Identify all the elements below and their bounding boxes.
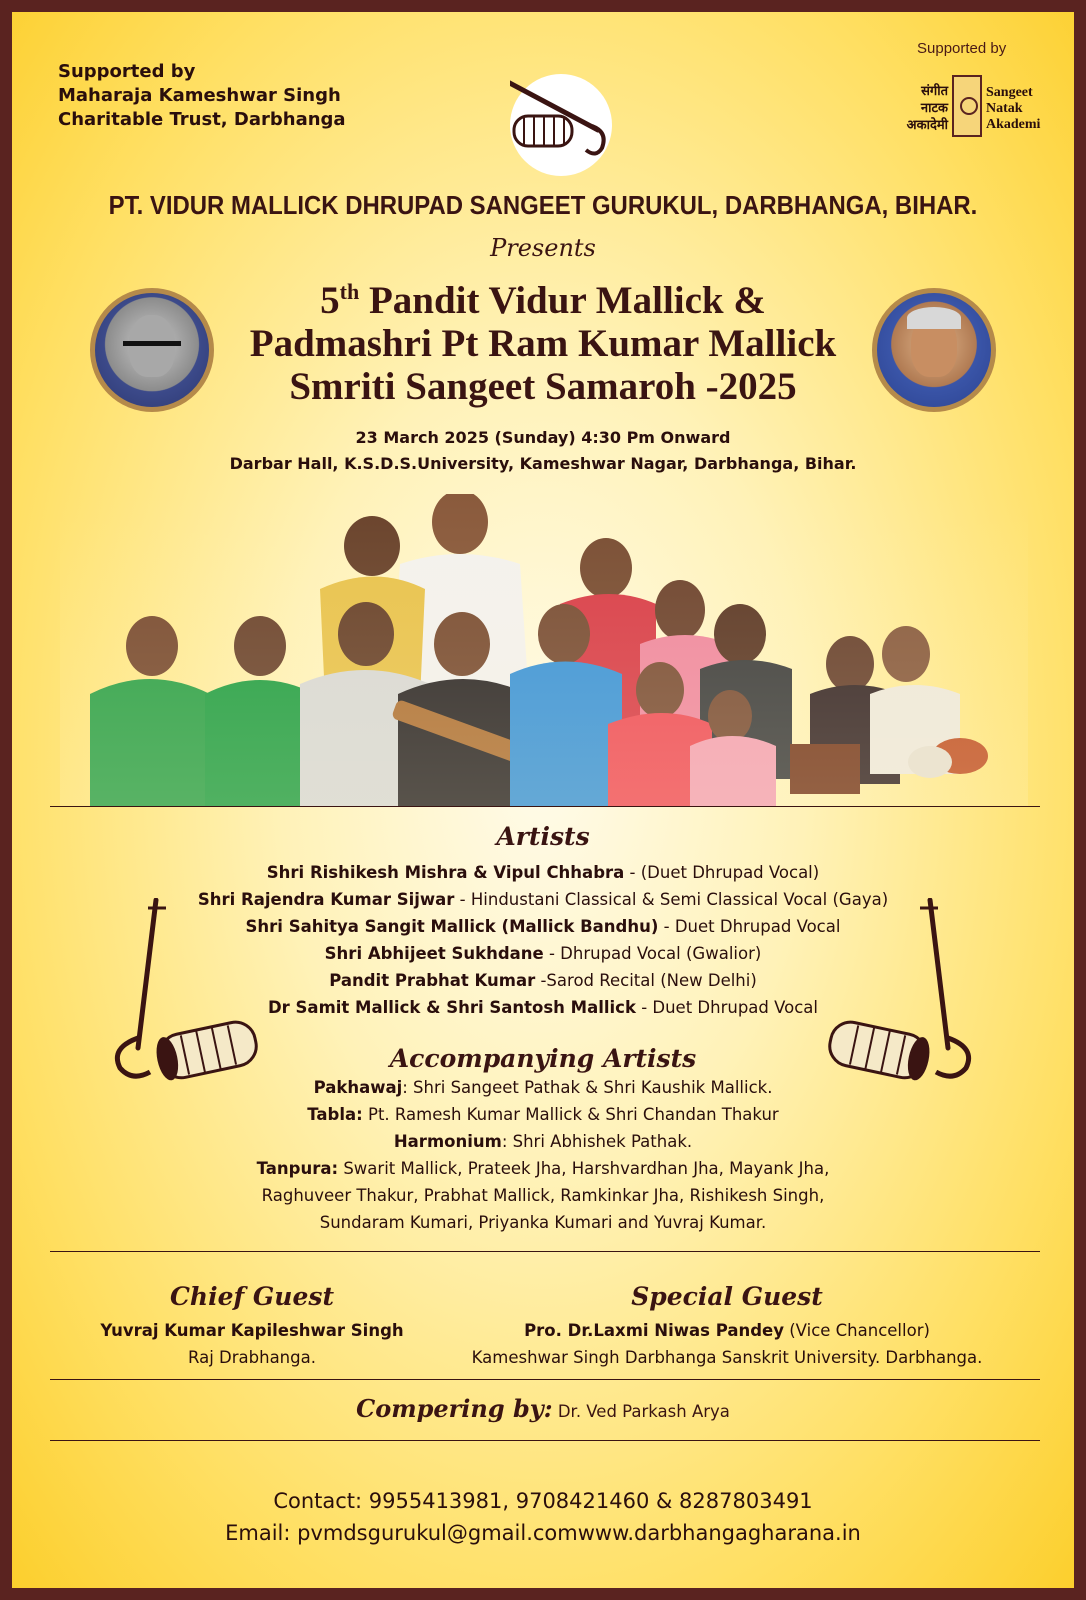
hair-shape [907, 307, 961, 329]
sna-emblem-icon [952, 75, 982, 137]
chief-guest-heading: Chief Guest [170, 1282, 334, 1311]
tanpura-pakhawaj-icon [510, 74, 612, 176]
event-date: 23 March 2025 (Sunday) 4:30 Pm Onward [355, 428, 731, 447]
artist-detail-5: -Sarod Recital (New Delhi) [535, 971, 757, 990]
special-guest-name-line [432, 1321, 1022, 1340]
contact-email-website: Email: pvmdsgurukul@gmail.comwww.darbhangagharana.in [225, 1521, 861, 1545]
artist-detail-6: - Duet Dhrupad Vocal [635, 998, 819, 1017]
tabla-line [12, 1105, 1074, 1124]
artist-name-6: Dr Samit Mallick & Shri Santosh Mallick [267, 998, 636, 1017]
title-line1-text: Pandit Vidur Mallick & [359, 279, 766, 322]
sna-eng-line1: Sangeet [986, 85, 1033, 100]
sna-hindi-line1: संगीत [921, 84, 948, 99]
pakhawaj-label: Pakhawaj [313, 1078, 403, 1097]
sna-english-text [986, 85, 1040, 133]
compering-line [12, 1394, 1074, 1423]
harmonium-label: Harmonium [393, 1132, 502, 1151]
event-title-line3: Smriti Sangeet Samaroh -2025 [289, 365, 797, 408]
artist-name-1: Shri Rishikesh Mishra & Vipul Chhabra [266, 863, 625, 882]
special-guest-heading: Special Guest [631, 1282, 823, 1311]
support-left [58, 60, 346, 132]
tanpura-text-1: Swarit Mallick, Prateek Jha, Harshvardhan Jha, Mayank Jha, [338, 1159, 830, 1178]
glasses-shape [123, 341, 181, 356]
artist-name-4: Shri Abhijeet Sukhdane [324, 944, 544, 963]
sna-hindi-line3: अकादेमी [906, 118, 948, 133]
event-venue: Darbar Hall, K.S.D.S.University, Kameshwar Nagar, Darbhanga, Bihar. [229, 454, 857, 473]
portrait-pandit-vidur-mallick [90, 288, 214, 412]
compering-name: Dr. Ved Parkash Arya [552, 1402, 730, 1421]
compering-label: Compering by: [356, 1394, 553, 1423]
pakhawaj-text: : Shri Sangeet Pathak & Shri Kaushik Mallick. [402, 1078, 773, 1097]
harmonium-text: : Shri Abhishek Pathak. [501, 1132, 693, 1151]
artists-heading: Artists [496, 822, 590, 851]
tanpura-line-1 [12, 1159, 1074, 1178]
tabla-label: Tabla: [307, 1105, 363, 1124]
artist-name-2: Shri Rajendra Kumar Sijwar [197, 890, 455, 909]
divider-contact [50, 1440, 1040, 1441]
support-left-line1: Maharaja Kameshwar Singh [58, 85, 341, 106]
gurukul-logo [510, 74, 612, 176]
support-left-label: Supported by [58, 61, 196, 82]
divider-guests-top [50, 1251, 1040, 1252]
support-right-label: Supported by [917, 40, 1007, 57]
tabla-text: Pt. Ramesh Kumar Mallick & Shri Chandan Thakur [362, 1105, 779, 1124]
special-guest-name: Pro. Dr.Laxmi Niwas Pandey [524, 1321, 784, 1340]
artist-line-1 [12, 863, 1074, 882]
artist-detail-3: - Duet Dhrupad Vocal [658, 917, 841, 936]
artist-detail-4: - Dhrupad Vocal (Gwalior) [543, 944, 762, 963]
divider-guests-bottom [50, 1379, 1040, 1380]
artist-name-5: Pandit Prabhat Kumar [329, 971, 536, 990]
sangeet-natak-akademi-logo [890, 67, 1058, 143]
title-ordinal-suffix: th [339, 279, 360, 304]
contact-phones: Contact: 9955413981, 9708421460 & 8287803491 [273, 1489, 813, 1513]
presents-label: Presents [490, 234, 596, 262]
pakhawaj-line [12, 1078, 1074, 1097]
tanpura-line-2: Raghuveer Thakur, Prabhat Mallick, Ramkinkar Jha, Rishikesh Singh, [261, 1186, 825, 1205]
portrait-ram-kumar-mallick [872, 288, 996, 412]
sna-hindi-line2: नाटक [920, 101, 948, 116]
artists-collage-image [60, 494, 1028, 806]
chief-guest-detail: Raj Drabhanga. [188, 1348, 316, 1367]
tanpura-label: Tanpura: [256, 1159, 339, 1178]
sna-eng-line3: Akademi [986, 117, 1041, 132]
accompanying-heading: Accompanying Artists [389, 1044, 697, 1073]
artist-name-3: Shri Sahitya Sangit Mallick (Mallick Bandhu) [245, 917, 659, 936]
tanpura-line-3: Sundaram Kumari, Priyanka Kumari and Yuvraj Kumar. [319, 1213, 767, 1232]
event-title-line2: Padmashri Pt Ram Kumar Mallick [249, 322, 837, 365]
sna-eng-line2: Natak [986, 101, 1023, 116]
artist-detail-2: - Hindustani Classical & Semi Classical Vocal (Gaya) [454, 890, 889, 909]
support-left-line2: Charitable Trust, Darbhanga [58, 109, 346, 130]
chief-guest-name: Yuvraj Kumar Kapileshwar Singh [100, 1321, 404, 1340]
special-guest-role: (Vice Chancellor) [784, 1321, 930, 1340]
title-ordinal-number: 5 [320, 279, 340, 322]
special-guest-detail: Kameshwar Singh Darbhanga Sanskrit University. Darbhanga. [471, 1348, 983, 1367]
divider-collage [50, 806, 1040, 807]
artist-detail-1: - (Duet Dhrupad Vocal) [624, 863, 820, 882]
gurukul-title: PT. VIDUR MALLICK DHRUPAD SANGEET GURUKUL, DARBHANGA, BIHAR. [108, 190, 978, 220]
sna-hindi-text [890, 83, 948, 134]
artists-collage-art [60, 494, 1028, 806]
harmonium-line [12, 1132, 1074, 1151]
